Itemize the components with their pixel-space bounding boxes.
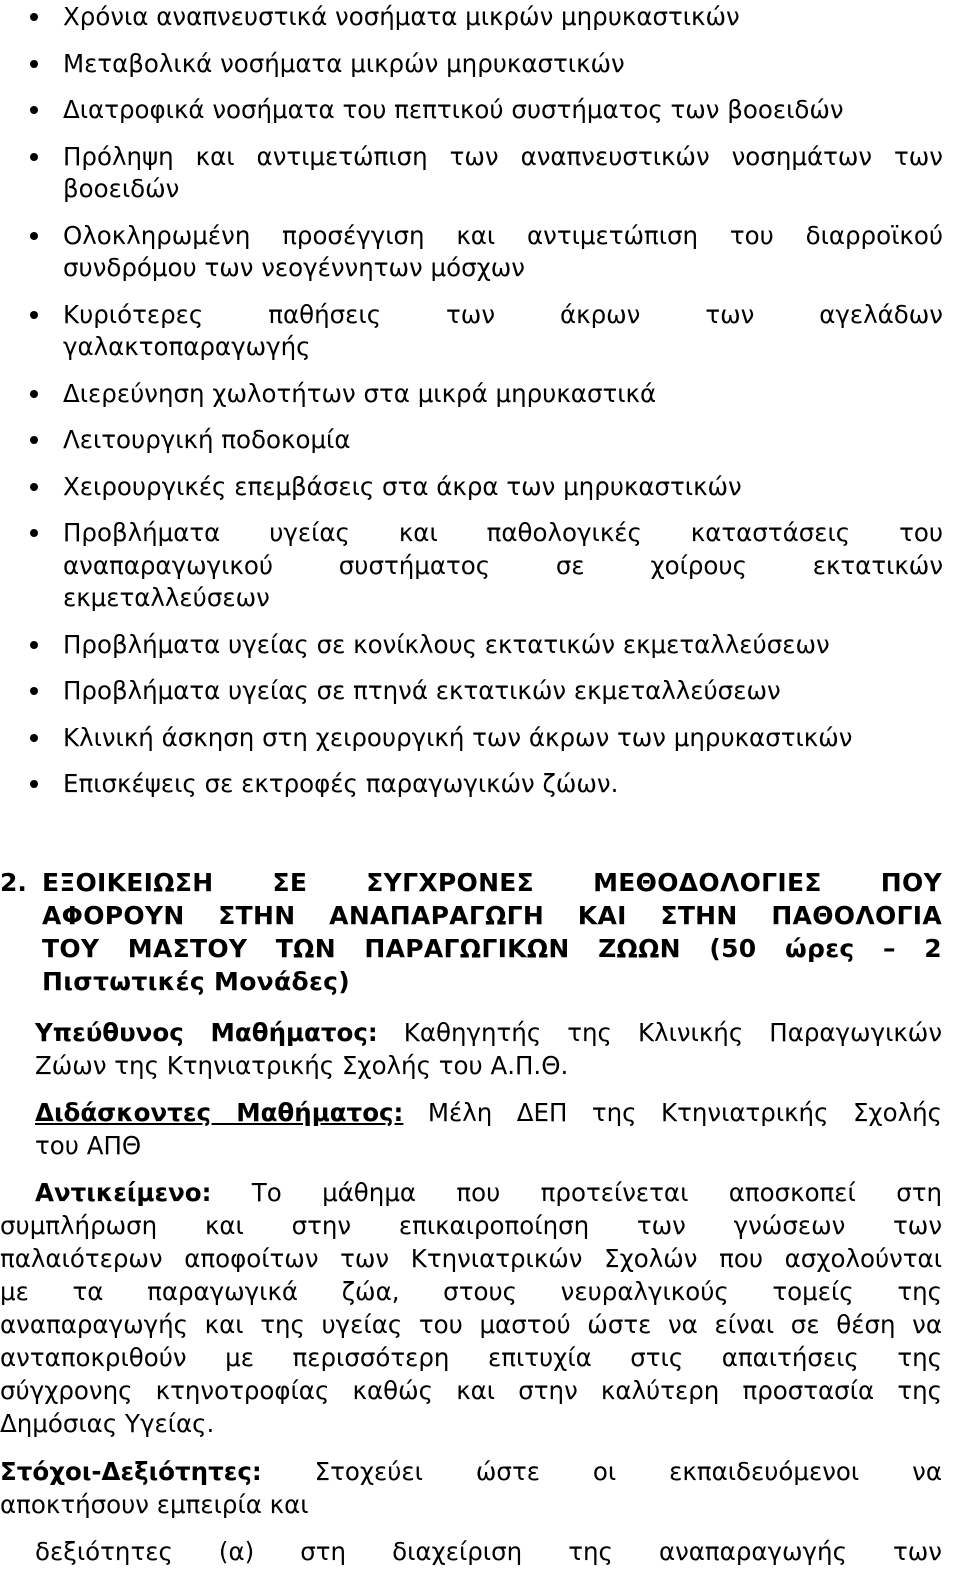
bullet-text-line: Διατροφικά νοσήματα του πεπτικού συστήματος των βοοειδών: [63, 95, 844, 124]
responsible-label: Υπεύθυνος Μαθήματος:: [35, 1018, 378, 1047]
section-heading-line: ΑΦΟΡΟΥΝ ΣΤΗΝ ΑΝΑΠΑΡΑΓΩΓΗ ΚΑΙ ΣΤΗΝ ΠΑΘΟΛΟΓΙΑ: [42, 901, 942, 930]
goals-label: Στόχοι-Δεξιότητες:: [0, 1457, 262, 1486]
instructors-paragraph: [35, 1096, 942, 1162]
section-heading: [42, 866, 942, 998]
bullet-text-line: γαλακτοπαραγωγής: [63, 332, 311, 361]
bullet-icon: [30, 13, 38, 21]
bullet-text-line: Κλινική άσκηση στη χειρουργική των άκρων των μηρυκαστικών: [63, 722, 853, 752]
bullet-text-line: Προβλήματα υγείας σε πτηνά εκτατικών εκμεταλλεύσεων: [63, 676, 781, 705]
bullet-icon: [30, 60, 38, 68]
section-heading-line: Πιστωτικές Μονάδες): [42, 967, 351, 996]
bullet-icon: [30, 734, 38, 742]
object-line: αναπαραγωγής και της υγείας του μαστού ώστε να είναι σε θέση να: [0, 1310, 942, 1339]
section-heading-line: ΕΞΟΙΚΕΙΩΣΗ ΣΕ ΣΥΓΧΡΟΝΕΣ ΜΕΘΟΔΟΛΟΓΙΕΣ ΠΟΥ: [42, 868, 942, 897]
bullet-icon: [30, 106, 38, 114]
bullet-text-line: συνδρόμου των νεογέννητων μόσχων: [63, 253, 525, 282]
section-number: 2.: [0, 868, 27, 897]
bullet-icon: [30, 232, 38, 240]
bullet-text-line: Μεταβολικά νοσήματα μικρών μηρυκαστικών: [63, 48, 625, 78]
bullet-text-line: Λειτουργική ποδοκομία: [63, 425, 351, 454]
bullet-text-line: Προβλήματα υγείας και παθολογικές καταστάσεις του: [63, 518, 943, 547]
skills-paragraph: [35, 1535, 942, 1568]
bullet-icon: [30, 780, 38, 788]
bullet-text-line: Προβλήματα υγείας σε κονίκλους εκτατικών εκμεταλλεύσεων: [63, 629, 830, 659]
bullet-icon: [30, 529, 38, 537]
object-line: συμπλήρωση και στην επικαιροποίηση των γνώσεων των: [0, 1211, 942, 1240]
bullet-text-line: Κυριότερες παθήσεις των άκρων των αγελάδων: [63, 299, 943, 329]
instructors-line: του ΑΠΘ: [35, 1131, 142, 1160]
bullet-icon: [30, 153, 38, 161]
object-line: σύγχρονης κτηνοτροφίας καθώς και στην καλύτερη προστασία της: [0, 1376, 942, 1405]
object-label: Αντικείμενο:: [35, 1178, 212, 1207]
instructors-label: Διδάσκοντες Μαθήματος:: [35, 1098, 404, 1127]
goals-text: Στοχεύει ώστε οι εκπαιδευόμενοι να: [314, 1457, 942, 1486]
bullet-text-line: αναπαραγωγικού συστήματος σε χοίρους εκτατικών: [63, 550, 943, 580]
goals-line: αποκτήσουν εμπειρία και: [0, 1490, 309, 1519]
goals-paragraph: [0, 1455, 942, 1521]
bullet-text-line: Ολοκληρωμένη προσέγγιση και αντιμετώπιση του διαρροϊκού: [63, 220, 943, 250]
responsible-text: Καθηγητής της Κλινικής Παραγωγικών: [403, 1018, 942, 1047]
bullet-text-line: Επισκέψεις σε εκτροφές παραγωγικών ζώων.: [63, 769, 619, 798]
skills-line: δεξιότητες (α) στη διαχείριση της αναπαραγωγής των: [35, 1537, 942, 1566]
bullet-icon: [30, 687, 38, 695]
bullet-icon: [30, 390, 38, 398]
object-line: ανταποκριθούν με περισσότερη επιτυχία στις απαιτήσεις της: [0, 1343, 942, 1372]
bullet-icon: [30, 641, 38, 649]
bullet-text-line: Χειρουργικές επεμβάσεις στα άκρα των μηρυκαστικών: [63, 471, 742, 501]
object-line: Δημόσιας Υγείας.: [0, 1409, 215, 1438]
bullet-text-line: Πρόληψη και αντιμετώπιση των αναπνευστικών νοσημάτων των: [63, 141, 943, 171]
object-text: Το μάθημα που προτείνεται αποσκοπεί στη: [251, 1178, 942, 1207]
instructors-line: [35, 1096, 942, 1129]
object-line: με τα παραγωγικά ζώα, στους νευραλγικούς τομείς της: [0, 1277, 942, 1306]
responsible-paragraph: [35, 1016, 942, 1082]
bullet-text-line: βοοειδών: [63, 174, 180, 203]
bullet-text-line: Χρόνια αναπνευστικά νοσήματα μικρών μηρυκαστικών: [63, 2, 740, 31]
bullet-icon: [30, 483, 38, 491]
object-line: [0, 1176, 942, 1209]
responsible-line: [35, 1016, 942, 1049]
section-heading-line: ΤΟΥ ΜΑΣΤΟΥ ΤΩΝ ΠΑΡΑΓΩΓΙΚΩΝ ΖΩΩΝ (50 ώρες – 2: [42, 934, 942, 963]
object-line: παλαιότερων αποφοίτων των Κτηνιατρικών Σχολών που ασχολούνται: [0, 1244, 942, 1273]
goals-line: [0, 1455, 942, 1488]
bullet-text-line: Διερεύνηση χωλοτήτων στα μικρά μηρυκαστικά: [63, 378, 657, 408]
responsible-line: Ζώων της Κτηνιατρικής Σχολής του Α.Π.Θ.: [35, 1051, 569, 1080]
bullet-icon: [30, 311, 38, 319]
bullet-text-line: εκμεταλλεύσεων: [63, 583, 270, 612]
bullet-icon: [30, 436, 38, 444]
instructors-text: Μέλη ΔΕΠ της Κτηνιατρικής Σχολής: [427, 1098, 942, 1127]
object-paragraph: [0, 1176, 942, 1440]
